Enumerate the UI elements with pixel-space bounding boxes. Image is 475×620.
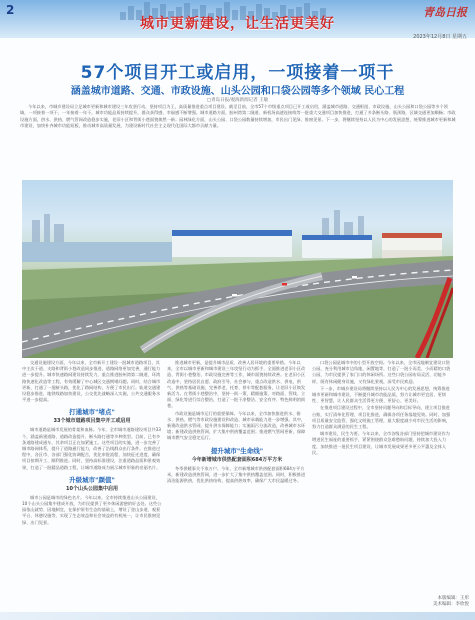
column-2 — [167, 360, 307, 600]
section-heading-title: 升级城市"颜值" — [69, 475, 115, 484]
section-heading-sub: 今年新增城市供热配套面积684万平方米 — [191, 456, 283, 463]
section-heading-title: 打通城市"堵点" — [69, 408, 115, 417]
column-paragraph: 城市道路是城市发展的骨架和血脉。今年，全市城市道路建设项目共33个，涵盖新建道路、道路改造提升、断头路打通等多种类型。目前，已有多条道路建成通车，其余项目正在加紧施工。这些项目的实施，进一步完善了城市路网体系，提升了道路通行能力，改善了沿线群众出行条件。在推进过程中，各区市、各部门强化协调配合，优化审批流程，加快征迁进度，确保项目按期开工、顺利推进。同时，坚持高标准建设，注重道路品质和景观效果，打造了一批精品道路工程，让城市道路成为展示城市形象的亮丽名片。 — [22, 427, 161, 470]
article-subheadline: 涵盖城市道路、交通、市政设施、山头公园和口袋公园等多个领域 民心工程 — [70, 86, 405, 97]
column-paragraph: 下一步，市城乡建设局将继续坚持以人民为中心的发展思想，统筹推进城市更新和城市建设，不断提升城市功能品质，努力让城市更宜居、更韧性、更智慧，让人民群众生活得更方便、更舒心、更美好。 — [312, 385, 450, 404]
page-footer-credits — [339, 596, 469, 608]
section-heading — [22, 407, 162, 424]
column-1 — [22, 360, 162, 600]
column-paragraph: 口袋公园是城市中的小型开放空间。今年以来，全市因地制宜建设口袋公园，充分利用城市边角地、闲置地等，打造了一批小而美、小而精的口袋公园，为市民提供了家门口的休闲场所。这些口袋公园布局灵活、功能多样，既有休闲健身设施，又有绿化景观，深受市民欢迎。 — [312, 360, 451, 384]
aerial-road-photo — [22, 180, 453, 358]
footer-editor: 本版编辑：王彤 — [437, 596, 469, 601]
column-paragraph: 推进城市更新，是提升城市品质、改善人居环境的重要举措。今年以来，全市以城市更新和城市建设三年攻坚行动为抓手，全面推进老旧小区改造、背街小巷整治、市政设施完善等工作，城市面貌持续改善。在老旧小区改造中，坚持居民自愿、政府引导、社会参与，重点改造供水、供电、供气、供热等基础设施，完善养老、托育、停车等配套服务，让老旧小区焕发新活力。在背街小巷整治中，坚持一街一策、精细施策，对路面、管线、立面、绿化等进行综合整治，打造了一批干净整洁、安全有序、特色鲜明的街巷。 — [167, 360, 306, 409]
column-3 — [312, 360, 453, 600]
photo-illustration — [22, 180, 453, 358]
issue-date: 2023年12月8日 星期五 — [413, 34, 467, 40]
lead-paragraph: 今年以来，市城乡建设局立足城市更新和城市建设三年攻坚行动，坚持项目为王，高质量推进重点项目建设。截至目前，全市57个市级重点项目已开工或启用，涵盖城市道路、交通枢纽、市政设施、山头公园和口袋公园等多个领域，一项接着一项干，一年接着一年干，城市功能品质持续提升，群众获得感、幸福感不断增强。城市道路方面，胶州湾第二隧道、新机场高速连接线等一批重大交通项目加快推进，打通了多条断头路、瓶颈路，区域交通更加顺畅；市政设施方面，供水、供热、燃气管网改造稳步实施，老旧小区和背街小巷面貌焕然一新；园林绿化方面，山头公园、口袋公园数量持续增加，市民出门见绿、推窗见景。下一步，将继续坚持以人民为中心的发展思想，统筹推进城市更新和城市建设，加快补齐城市功能短板，推动城市高质量发展，为建设新时代社会主义现代化国际大都市贡献力量。 — [20, 104, 456, 128]
page-number: 2 — [6, 3, 15, 17]
newspaper-brand: 青岛日报 — [423, 6, 467, 19]
page-header — [0, 0, 475, 38]
section-heading-sub: 33个城市道路项目集中开工或启用 — [53, 418, 131, 425]
column-paragraph: 交通设施建设方面，今年以来，全市新开工建设一批城市道路项目，其中主次干道、支路和背街小巷改造同步推进，道路网络更加完善，通行能力进一步提升。城市快速路网建设持续发力，重点推进胶州湾第二隧道、环湾路快速化改造等工程，有效缓解了中心城区交通拥堵问题。同时，结合城市更新，打通了一批断头路，优化了路网结构，方便了市民出行。轨道交通建设稳步推进，地铁线路加快建设，公交优先战略深入实施，公共交通服务水平进一步提高。 — [22, 360, 161, 403]
footer-bar — [0, 612, 475, 620]
section-heading-sub: 10个山头公园集中启用 — [66, 485, 118, 492]
section-heading — [167, 446, 307, 463]
column-paragraph: 冬季供暖事关千家万户。今年，全市新增城市供热配套面积684万平方米，新建改造供热管网，进一步扩大了集中供热覆盖范围。同时，积极推进清洁能源供热，优化供热结构，提高供热效率，确保广大市民温暖过冬。 — [167, 465, 306, 484]
article-lead — [20, 104, 456, 172]
column-paragraph: 城市建设，民生为要。今年以来，全市各级各部门坚持把城市建设作为增进民生福祉的重要抓手，紧紧围绕群众急难愁盼问题，持续加大投入力度，加快推进一批民生项目建设，让城市发展成果更多更公平惠及全体人民。 — [312, 431, 450, 455]
article-headline: 57个项目开工或启用，一项接着一项干 — [80, 63, 395, 83]
section-heading-title: 提升城市"生命线" — [210, 446, 264, 455]
article-byline: □青岛日报/观海新闻记者 王敏 — [206, 98, 269, 103]
column-paragraph: 市政设施是城市运行的重要保障。今年以来，全市加快推进供水、排水、供热、燃气等市政设施建设和改造，城市承载能力进一步增强。其中，新建改造供水管网，提升供水保障能力；实施雨污分流改造，改善城市水环境；新建改造供热管网，扩大集中供热覆盖范围；推进燃气管网更新，保障城市燃气安全稳定运行。 — [167, 410, 306, 441]
section-heading — [22, 475, 162, 492]
footer-designer: 美术编辑：李欣悦 — [433, 602, 469, 607]
column-paragraph: 在推进项目建设过程中，全市坚持问题导向和目标导向，建立项目推进台账，实行清单化管理、项目化推进，确保各项任务落地见效。同时，加强项目质量安全监管，强化文明施工管理，最大限度减少对市民生活的影响，努力打造群众满意的民生工程。 — [312, 405, 451, 430]
section-theme-title: 城市更新建设，让生活更美好 — [140, 16, 335, 32]
column-paragraph: 城市公园是城市的绿色名片。今年以来，全市持续推进山头公园建设，10个山头公园集中建成开放，为市民提供了更多休闲游憩的好去处。这些公园依山就势、因地制宜，在保护原有生态的基础上，增设了登山步道、观景平台、休憩设施等，实现了生态效益和社会效益的有机统一，让市民推窗见绿、出门见景。 — [22, 494, 162, 525]
